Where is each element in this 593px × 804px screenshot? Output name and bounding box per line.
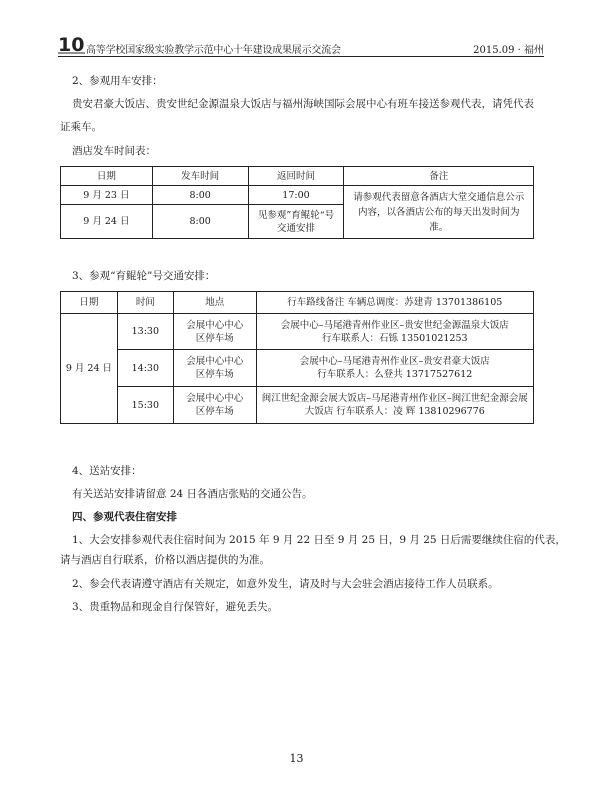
table-header-row: [61, 167, 534, 186]
time-cell: 13:30: [117, 314, 173, 350]
schedule-label: 酒店发车时间表：: [72, 145, 156, 157]
station-text: 有关送站安排请留意 24 日各酒店张贴的交通公告。: [72, 488, 313, 500]
vehicle-text-line-2: 证乘车。: [60, 121, 102, 133]
vehicle-heading: 2、参观用车安排：: [72, 75, 163, 87]
table-header-row: [61, 292, 534, 314]
depart-time-cell: 8:00: [152, 186, 248, 205]
lodging-item-1-line-1: 1、大会安排参观代表住宿时间为 2015 年 9 月 22 日至 9 月 25 日，9 月 25 日后需要继续住宿的代表，: [72, 534, 566, 546]
return-time-cell: 17:00: [248, 186, 344, 205]
column-header: 日期: [61, 292, 118, 314]
date-cell: 9 月 23 日: [61, 186, 153, 205]
column-header: 发车时间: [152, 167, 248, 186]
return-time-cell: 见参观”育鲲轮“号 交通安排: [248, 205, 344, 239]
time-cell: 15:30: [117, 387, 173, 424]
column-header: 日期: [61, 167, 153, 186]
place-cell: 会展中心中心 区停车场: [173, 314, 256, 350]
header-divider: [58, 56, 544, 57]
table-row: [61, 387, 534, 424]
column-header: 时间: [117, 292, 173, 314]
column-header: 备注: [344, 167, 534, 186]
table-row: [61, 314, 534, 350]
vehicle-text-line-1: 贵安君豪大饭店、贵安世纪金源温泉大饭店与福州海峡国际会展中心有班车接送参观代表，请凭代表: [72, 98, 534, 110]
lodging-item-1-line-2: 请与酒店自行联系，价格以酒店提供的为准。: [60, 554, 270, 566]
lodging-item-2: 2、参会代表请遵守酒店有关规定，如意外发生，请及时与大会驻会酒店接待工作人员联系。: [72, 578, 499, 590]
column-header: 地点: [173, 292, 256, 314]
table-row: [61, 186, 534, 205]
time-cell: 14:30: [117, 350, 173, 387]
place-cell: 会展中心中心 区停车场: [173, 387, 256, 424]
route-cell: 闽江世纪金源会展大饭店–马尾港青州作业区–闽江世纪金源会展 大饭店 行车联系人：凌 辉 13810296776: [256, 387, 533, 424]
conference-date: 2015.09 · 福州: [473, 45, 544, 56]
table-row: [61, 350, 534, 387]
bus-schedule-table: [60, 166, 534, 239]
note-cell: 请参观代表留意各酒店大堂交通信息公示内容，以各酒店公布的每天出发时间为准。: [344, 186, 534, 239]
route-cell: 会展中心–马尾港青州作业区–贵安世纪金源温泉大饭店 行车联系人：石铄 13501021253: [256, 314, 533, 350]
page-header: [58, 34, 544, 56]
lodging-item-3: 3、贵重物品和现金自行保管好，避免丢失。: [72, 601, 279, 613]
route-cell: 会展中心–马尾港青州作业区–贵安君豪大饭店 行车联系人：么登共 13717527612: [256, 350, 533, 387]
lodging-heading: 四、参观代表住宿安排: [72, 511, 177, 523]
column-header: 返回时间: [248, 167, 344, 186]
place-cell: 会展中心中心 区停车场: [173, 350, 256, 387]
conference-logo-icon: [58, 34, 88, 54]
svg-text:10: 10: [58, 34, 85, 54]
date-cell: 9 月 24 日: [61, 205, 153, 239]
conference-title: 高等学校国家级实验教学示范中心十年建设成果展示交流会: [86, 45, 341, 56]
column-header: 行车路线备注 车辆总调度：苏建青 13701386105: [256, 292, 533, 314]
station-heading: 4、送站安排：: [72, 465, 142, 477]
depart-time-cell: 8:00: [152, 205, 248, 239]
ship-transport-table: [60, 291, 534, 424]
ship-heading: 3、参观“育鲲轮”号交通安排：: [72, 270, 216, 282]
date-cell: 9 月 24 日: [61, 314, 118, 424]
page-number: 13: [289, 752, 304, 765]
